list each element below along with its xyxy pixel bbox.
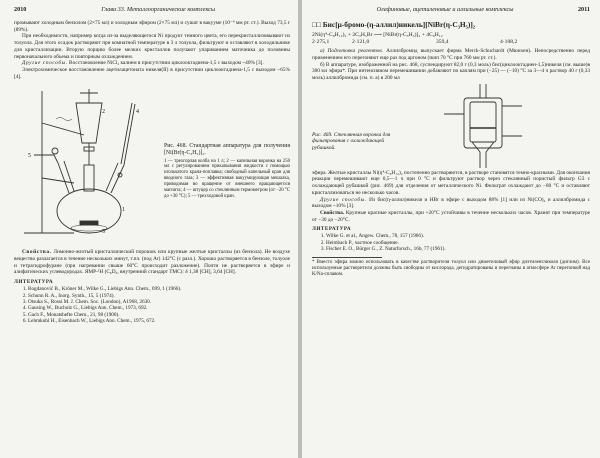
paragraph-a-text: Аллилбромид выпускает фирма Merck-Schuchardt (Мюнхен). Непосредственно перед применением его перегоняют еще раз под аргоном (tкип 70 °C при 760 мм рт. ст.).	[312, 48, 590, 61]
reference-item: 4. Gausing W., Bucholz G., Liebigs Ann. Chem., 1973, 692.	[28, 305, 290, 311]
right-other-methods	[312, 197, 590, 210]
right-running-head	[312, 6, 590, 13]
left-properties	[14, 249, 290, 276]
other-methods-text: Восстановление NiCl₂ калием в присутствии циклооктадиена-1,5 с выходом ~40% [3].	[69, 60, 264, 67]
reference-item: 1. Wilke G. et al., Angew. Chem., 78, 157 (1966).	[326, 233, 590, 239]
right-properties-lead: Свойства.	[320, 209, 345, 216]
svg-text:5: 5	[28, 153, 31, 160]
right-properties-text: Крупные красные кристаллы, при +20°C устойчивы в течение нескольких часов. Хранят при температуре от −30 до −20°C.	[312, 209, 590, 223]
properties-text: Лимонно-желтый кристаллический порошок или крупные желтые кристаллы (из бензола). Не воздухе вещество разлагается в течение нескольких минут, т.пл. (под Ar) 142°C (с разл.). Хорошо растворяется в бензоле, толуоле и тетрагидрофуране (при нагревании свыше 60°C происходит разложение). Почти не растворяется в эфире и алифатических углеводородах. ЯМР-¹H (C₆D₆, внутренний стандарт ТМС): δ 1,38 [CH], 3,64 [CH].	[14, 249, 290, 276]
reference-item: 5. Gach F., Monatshefte Chem., 21, 98 (1900).	[28, 312, 290, 318]
paragraph-a-lead: а) Подготовка реагентов.	[320, 48, 383, 55]
left-references	[14, 286, 290, 324]
reaction-equation: 2Ni(η⁴-C₈H₁₂)₂ + 2C₃H₅Br ⟶ [NiBr(η-C₃H₅)]₂ + 4C₈H₁₂	[312, 32, 443, 38]
figure-468-caption-block	[164, 143, 290, 200]
mass-2: 2·121,0	[352, 38, 370, 45]
left-paragraph-2: При необходимости, например когда из-за выделяющегося Ni продукт темного цвета, его перекристаллизовывают из толуола. Для этого осадок растворяют при комнатной температуре в 3 л толуола, фильтруют и оставляют в холодильнике для кристаллизации. Вторую порцию более мелких кристаллов получают упариванием маточника до половины первоначального объема и повторным охлаждением.	[14, 33, 290, 60]
right-section-title: Олефиновые, ацетиленовые и аллильные комплексы	[376, 6, 514, 13]
right-references-heading: ЛИТЕРАТУРА	[312, 226, 352, 233]
apparatus-drawing	[14, 83, 164, 249]
right-page-number: 2011	[577, 6, 590, 13]
right-paragraph-c: эфира. Желтые кристаллы Ni(η⁴-C₈H₁₂)₂ постепенно растворяются, в растворе становятся темно-красными. Для окончания реакции перемешивают еще 0,5—1 ч при 0 °C и фильтруют раствор через стеклянный пористый фильтр G3 с охлаждающей рубашкой (рис. 469) для отделения от металлического Ni. Фильтрат охлаждают до −80 °C и оставляют кристаллизоваться не несколько часов.	[312, 169, 590, 196]
left-page-number: 2010	[14, 6, 27, 13]
footnote-divider	[312, 257, 382, 258]
right-page	[302, 0, 600, 458]
right-properties	[312, 210, 590, 223]
svg-text:2: 2	[102, 109, 105, 116]
mass-3: 359,4	[436, 38, 449, 45]
reference-item: 6. Lehmkuhl H., Eisenbach W., Liebigs Ann. Chem., 1975, 672.	[28, 318, 290, 324]
reference-item: 2. Schunn R. A., Inorg. Synth., 15, 5 (1974).	[28, 293, 290, 299]
left-references-heading: ЛИТЕРАТУРА	[14, 279, 54, 286]
footnote: * Вместо эфира можно использовать в качестве растворителя толуол или диметиловый эфир диэтиленгликоля (диглим). Все используемые растворители должны быть свободны от кислорода, дегидратированы и перегнаны в атмосфере Ar перегонкой над K/Na-сплавом.	[312, 259, 590, 277]
left-paragraph-4: Электрохимическое восстановление ацетилацетоната никеля(II) в присутствии циклооктадиена-1,5 с выходом ~65% [4].	[14, 66, 290, 80]
left-paragraph-3	[14, 60, 290, 67]
figure-468-caption: Рис. 468. Стандартная аппаратура для получения [Ni(Br(η-C₃H₅)]₂.	[164, 143, 290, 156]
left-paragraph-1: промывают холодным бензолом (2×75 мл) и холодным эфиром (2×75 мл) и сушат в вакууме (10⁻⁴ мм рт. ст.). Выход 73,5 г (89%).	[14, 20, 290, 33]
right-other-text: Из бис(η-аллил)никеля и HBr в эфире с выходом 88% [1] или из Ni(CO)₄ и аллилбромида с выходом ~10% [3].	[312, 196, 591, 210]
mass-4: 4·108,2	[500, 38, 518, 45]
left-chapter-title: Глава 33. Металлоорганические комплексы	[101, 6, 216, 13]
svg-text:1: 1	[122, 207, 125, 214]
reference-item: 1. Bogdanović B., Kröner M., Wilke G., Liebigs Ann. Chem., 699, 1 (1966).	[28, 286, 290, 292]
left-running-head	[14, 6, 290, 13]
reference-item: 3. Otsuka S., Rossi M. J. Chem. Soc. (London), A1968, 2630.	[28, 299, 290, 305]
filter-funnel-drawing	[442, 84, 552, 168]
right-paragraph-b: б) В аппаратуре, изображенной на рис. 468, суспендируют 82,0 г (0,3 моль) бис(циклооктадиен-1,5)никеля (см. выше)в 300 мл эфира*. При интенсивном перемешивании добавляют по каплям при (−25) — (−10) °C за 3—4 ч раствор 40 г (0,33 моль) аллилбромида (см. п. а) в 200 мл	[312, 61, 590, 81]
right-references	[312, 233, 590, 252]
compound-title: □□ Бис[μ-бромо-(η-аллил)никель][NiBr(η-C₃H₅)]₂	[312, 20, 476, 29]
svg-text:4: 4	[136, 109, 139, 116]
figure-468-legend: 1 — трехгорлая колба на 1 л; 2 — капельная воронка на 250 мл с регулированием прикапывания жидкости с помощью игольчатого крана-поплавка; свободный капельный кран для вводного газа; 3 — эффективная вакуумирующая мешалка, приводимая во вращение от внешнего вращающегося магнита; 4 — штуцер со стеклянным термометром (от −20 °C до +30 °C); 5 — трехходовой кран.	[164, 158, 290, 199]
properties-lead: Свойства.	[22, 249, 52, 256]
figure-468	[14, 83, 290, 249]
right-paragraph-a	[312, 48, 590, 61]
figure-469-caption: Рис. 469. Стеклянная воронка для фильтрования с охлаждающей рубашкой.	[312, 131, 391, 151]
right-other-lead: Другие способы.	[320, 196, 367, 203]
reference-item: 3. Fischer E. O., Bürger G., Z. Naturforsch., 16b, 77 (1961).	[326, 246, 590, 252]
figure-469	[312, 84, 590, 168]
reference-item: 2. Heimbach P., частное сообщение.	[326, 240, 590, 246]
left-page	[0, 0, 298, 458]
mass-1: 2·275,1	[312, 38, 330, 45]
svg-text:3: 3	[102, 229, 105, 236]
reaction-masses	[312, 39, 590, 46]
other-methods-lead: Другие способы.	[22, 60, 68, 67]
